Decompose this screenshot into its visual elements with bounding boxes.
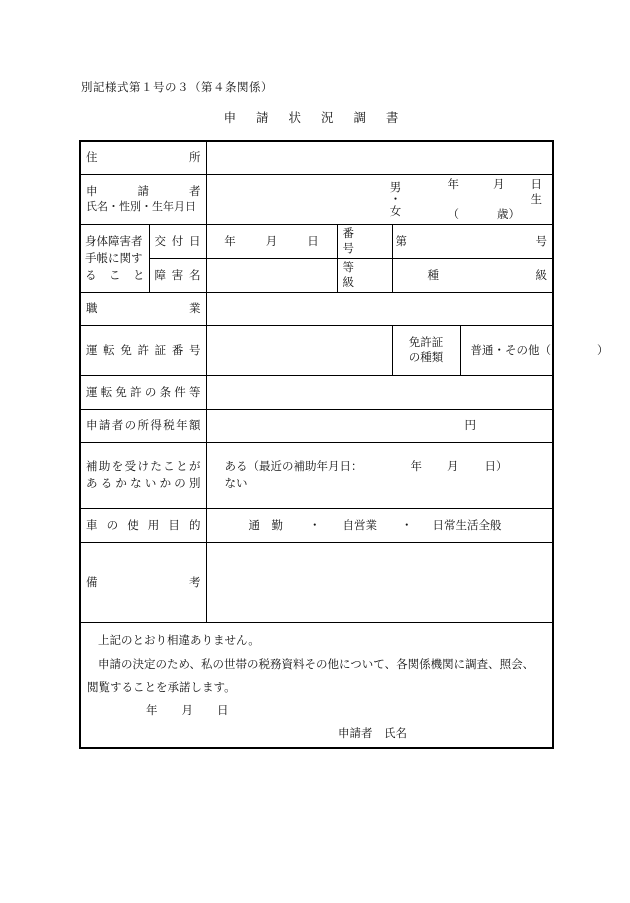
declaration-day-label: 日 bbox=[217, 702, 229, 717]
remarks-label: 備 考 bbox=[80, 542, 206, 622]
license-row bbox=[80, 325, 553, 375]
applicant-field[interactable] bbox=[206, 174, 553, 224]
signature-label: 申請者 氏名 bbox=[338, 725, 407, 740]
issue-year-label: 年 bbox=[224, 233, 236, 248]
vehicle-use-daily-life-option[interactable]: 日常生活全般 bbox=[432, 517, 502, 532]
applicant-label bbox=[80, 174, 206, 224]
income-tax-field[interactable] bbox=[206, 409, 553, 442]
license-conditions-label: 運転免許の条件等 bbox=[80, 375, 206, 409]
declaration-line-2: 申請の決定のため、私の世帯の税務資料その他について、各関係機関に調査、照会、 bbox=[98, 656, 535, 671]
dob-day-label: 日生 bbox=[530, 176, 542, 206]
declaration-box bbox=[80, 622, 553, 748]
subsidy-yes-option[interactable]: ある（最近の補助年月日： bbox=[224, 459, 363, 473]
remarks-row bbox=[80, 542, 553, 622]
handbook-number-field[interactable] bbox=[392, 224, 553, 258]
address-field[interactable] bbox=[206, 141, 553, 174]
subsidy-label-1: 補助を受けたことが bbox=[86, 459, 201, 473]
page-title: 申 請 状 況 調 書 bbox=[223, 110, 407, 125]
age-open-label: （ bbox=[447, 206, 459, 221]
grade-label: 等 級 bbox=[337, 258, 392, 292]
vehicle-use-commute-option[interactable]: 通 勤 bbox=[248, 517, 283, 532]
license-conditions-row bbox=[80, 375, 553, 409]
subsidy-day-label: 日） bbox=[484, 459, 508, 473]
income-unit-label: 円 bbox=[464, 418, 477, 432]
handbook-number-label: 番 号 bbox=[337, 224, 392, 258]
occupation-row bbox=[80, 292, 553, 325]
number-prefix-label: 第 bbox=[395, 233, 407, 248]
form-identifier: 別記様式第１号の３（第４条関係） bbox=[81, 80, 273, 94]
license-number-field[interactable] bbox=[206, 325, 392, 375]
vehicle-use-row bbox=[80, 508, 553, 542]
declaration-line-1: 上記のとおり相違ありません。 bbox=[98, 632, 260, 647]
declaration-date[interactable] bbox=[146, 703, 229, 718]
occupation-field[interactable] bbox=[206, 292, 553, 325]
license-number-label: 運 転 免 許 証 番 号 bbox=[80, 325, 206, 375]
license-type-label-1: 免許証 bbox=[408, 335, 444, 349]
disability-handbook-row-2 bbox=[80, 258, 553, 292]
occupation-label: 職 業 bbox=[80, 292, 206, 325]
remarks-field[interactable] bbox=[206, 542, 553, 622]
subsidy-no-option[interactable]: ない bbox=[224, 476, 248, 490]
disability-handbook-label bbox=[80, 224, 149, 292]
disability-handbook-row-1 bbox=[80, 224, 553, 258]
issue-date-label: 交 付 日 bbox=[149, 224, 206, 258]
vehicle-use-field[interactable] bbox=[206, 508, 553, 542]
license-conditions-field[interactable] bbox=[206, 375, 553, 409]
subsidy-year-label: 年 bbox=[410, 459, 422, 473]
subsidy-field[interactable] bbox=[206, 442, 553, 508]
subsidy-label-2: あるかないかの別 bbox=[86, 476, 201, 490]
applicant-label-bottom: 氏名・性別・生年月日 bbox=[86, 200, 196, 213]
grade-field[interactable] bbox=[392, 258, 553, 292]
address-row bbox=[80, 141, 553, 174]
vehicle-use-separator-2: ・ bbox=[401, 517, 413, 532]
license-type-label bbox=[392, 325, 460, 375]
license-type-value: 普通・その他（ ） bbox=[470, 342, 609, 357]
applicant-label-top: 申 請 者 bbox=[86, 184, 201, 198]
declaration-row bbox=[80, 622, 553, 748]
issue-date-field[interactable] bbox=[206, 224, 337, 258]
address-label: 住 所 bbox=[80, 141, 206, 174]
subsidy-month-label: 月 bbox=[447, 459, 459, 473]
disability-label-line1: 身体障害者 bbox=[85, 233, 143, 248]
application-status-form bbox=[79, 140, 609, 749]
vehicle-use-selfemployed-option[interactable]: 自営業 bbox=[342, 517, 377, 532]
applicant-row bbox=[80, 174, 553, 224]
class-suffix-label: 種 bbox=[427, 267, 439, 282]
income-tax-row bbox=[80, 409, 553, 442]
dob-year-label: 年 bbox=[447, 176, 459, 191]
disability-name-label: 障 害 名 bbox=[149, 258, 206, 292]
disability-label-line2: 手帳に関す bbox=[85, 250, 143, 265]
number-suffix-label: 号 bbox=[535, 233, 548, 248]
declaration-month-label: 月 bbox=[181, 702, 193, 717]
declaration-line-3: 閲覧することを承諾します。 bbox=[87, 679, 236, 694]
subsidy-label bbox=[80, 442, 206, 508]
vehicle-use-separator-1: ・ bbox=[309, 517, 321, 532]
subsidy-row bbox=[80, 442, 553, 508]
grade-suffix-label: 級 bbox=[535, 267, 548, 282]
issue-month-label: 月 bbox=[265, 233, 278, 248]
issue-day-label: 日 bbox=[307, 233, 319, 248]
gender-male-option[interactable]: 男 bbox=[389, 180, 402, 194]
license-type-field[interactable] bbox=[460, 325, 609, 375]
declaration-year-label: 年 bbox=[146, 702, 158, 717]
disability-name-field[interactable] bbox=[206, 258, 337, 292]
vehicle-use-label: 車 の 使 用 目 的 bbox=[80, 508, 206, 542]
income-tax-label: 申請者の所得税年額 bbox=[80, 409, 206, 442]
disability-label-line3: る こ と bbox=[85, 267, 145, 282]
dob-month-label: 月 bbox=[493, 176, 505, 191]
license-type-label-2: の種類 bbox=[408, 350, 444, 364]
gender-female-option[interactable]: 女 bbox=[389, 204, 402, 218]
age-unit-label: 歳） bbox=[497, 206, 520, 221]
gender-separator: ・ bbox=[389, 192, 402, 206]
